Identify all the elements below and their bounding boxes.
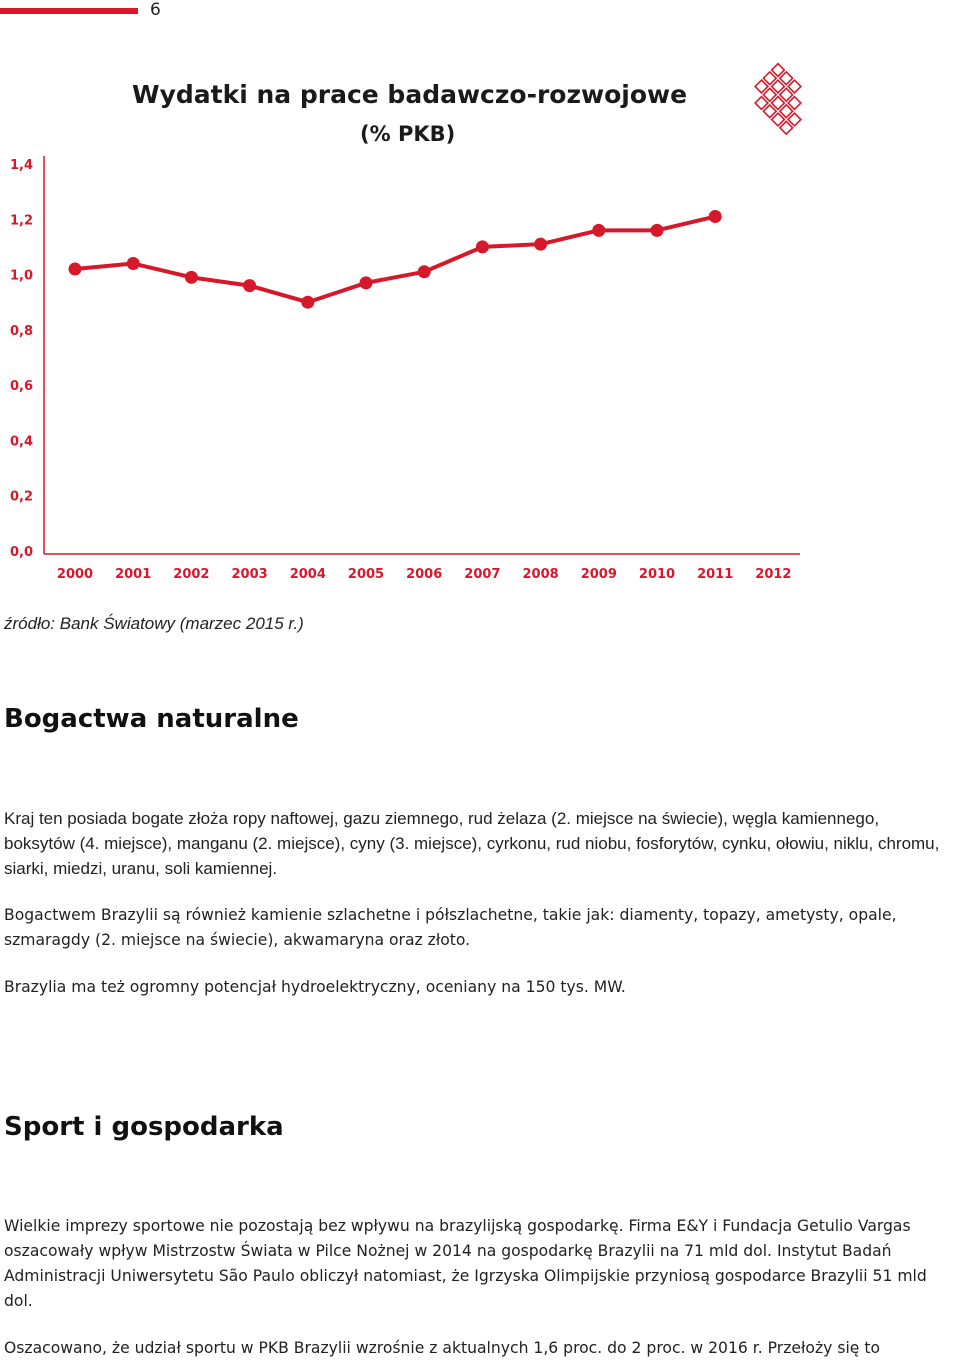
data-point <box>301 296 314 309</box>
page-number: 6 <box>150 0 161 20</box>
y-tick-label: 1,4 <box>10 158 34 173</box>
data-point <box>127 257 140 270</box>
paragraph: Bogactwem Brazylii są również kamienie szlachetne i półszlachetne, takie jak: diamenty, topazy, ametysty, opale, szmaragdy (2. miejsce na świecie), akwamaryna oraz złoto. <box>4 906 897 949</box>
y-tick-label: 0,4 <box>10 434 34 450</box>
data-point <box>709 210 722 223</box>
data-point <box>592 224 605 237</box>
y-tick-label: 0,8 <box>10 323 34 339</box>
y-tick-label: 1,2 <box>10 213 34 229</box>
data-point <box>360 276 373 289</box>
x-tick-label: 2005 <box>347 567 385 582</box>
data-point <box>69 263 82 276</box>
x-tick-label: 2012 <box>755 567 792 582</box>
x-tick-label: 2007 <box>464 567 501 582</box>
x-tick-label: 2011 <box>697 567 734 582</box>
x-tick-label: 2000 <box>56 567 94 582</box>
y-tick-label: 1,0 <box>10 268 34 284</box>
x-tick-label: 2004 <box>289 567 326 582</box>
section-heading-natural-resources: Bogactwa naturalne <box>4 704 299 734</box>
chart-subtitle: (% PKB) <box>360 122 456 146</box>
x-tick-label: 2001 <box>115 567 152 582</box>
data-point <box>243 279 256 292</box>
paragraph: Wielkie imprezy sportowe nie pozostają bez wpływu na brazylijską gospodarkę. Firma E&Y i Fundacja Getulio Vargas oszacowały wpływ Mistrzostw Świata w Pilce Nożnej w 2014 na gospodarkę Brazylii na 71 mld dol. Instytut Badań Administracji Uniwersytetu São Paulo obliczył natomiast, że Igrzyska Olimpijskie przyniosą gospodarce Brazylii 51 mld dol. <box>4 1217 927 1310</box>
x-tick-label: 2009 <box>580 567 617 582</box>
data-point <box>476 240 489 253</box>
rd-spending-chart <box>0 58 830 593</box>
paragraph: Oszacowano, że udział sportu w PKB Brazylii wzrośnie z aktualnych 1,6 proc. do 2 proc. w 2016 r. Przełoży się to <box>4 1339 880 1357</box>
diamond-lattice-logo-icon <box>755 64 801 134</box>
section-heading-sport-economy: Sport i gospodarka <box>4 1112 284 1142</box>
y-tick-label: 0,0 <box>10 545 34 560</box>
x-tick-label: 2010 <box>638 567 676 582</box>
y-tick-label: 0,2 <box>10 489 34 505</box>
header-accent-bar <box>0 8 138 14</box>
data-point <box>651 224 664 237</box>
paragraph: Kraj ten posiada bogate złoża ropy naftowej, gazu ziemnego, rud żelaza (2. miejsce na świecie), węgla kamiennego, boksytów (4. miejsce), manganu (2. miejsce), cyny (3. miejsce), cyrkonu, rud niobu, fosforytów, cynku, ołowiu, niklu, chromu, siarki, miedzi, uranu, soli kamiennej. <box>4 809 940 878</box>
series-line <box>75 217 715 303</box>
y-tick-label: 0,6 <box>10 379 34 395</box>
chart-title: Wydatki na prace badawczo-rozwojowe <box>132 80 688 109</box>
x-tick-label: 2002 <box>173 567 210 582</box>
x-tick-label: 2003 <box>231 567 268 582</box>
x-tick-label: 2006 <box>406 567 443 582</box>
paragraph: Brazylia ma też ogromny potencjał hydroelektryczny, oceniany na 150 tys. MW. <box>4 978 626 996</box>
chart-source: źródło: Bank Światowy (marzec 2015 r.) <box>4 614 304 633</box>
data-point <box>534 238 547 251</box>
x-tick-label: 2008 <box>522 567 559 582</box>
data-point <box>418 265 431 278</box>
data-point <box>185 271 198 284</box>
